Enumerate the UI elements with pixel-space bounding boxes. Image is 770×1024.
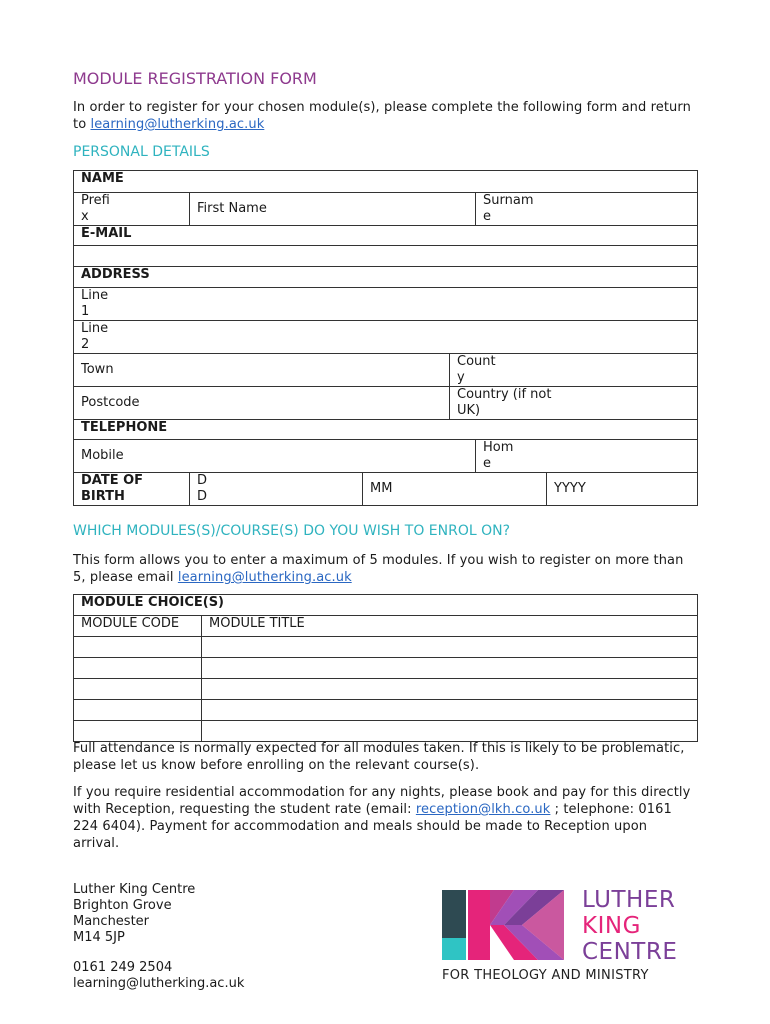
form-title: MODULE REGISTRATION FORM [73,69,317,88]
country-label: Country (if not UK) [457,387,552,418]
home-phone-field[interactable] [476,440,698,473]
modules-info-paragraph [73,552,697,586]
modules-email-link[interactable]: learning@lutherking.ac.uk [177,570,352,585]
lk-logo-mark-icon [442,890,570,962]
reception-email-link[interactable]: reception@lkh.co.uk [415,802,551,817]
dob-year-field[interactable] [547,473,698,506]
surname-label: Surnam e [483,193,534,224]
address-line2-field[interactable] [74,321,698,354]
mm-label: MM [370,481,393,496]
address-line: Manchester [73,914,150,929]
dob-label: DATE OF BIRTH [74,473,190,506]
module-title-cell[interactable] [202,700,698,721]
accommodation-text-pre: If you require residential accommodation for any nights, please book and pay for this directly with Reception, requesting the student rate (email: [73,785,691,817]
luther-king-centre-logo [442,888,702,988]
module-title-cell[interactable] [202,721,698,742]
prefix-field[interactable] [74,193,190,226]
name-label: NAME [74,171,698,193]
yyyy-label: YYYY [554,481,586,496]
town-label: Town [81,362,114,377]
home-label: Hom e [483,440,514,471]
town-field[interactable] [74,354,450,387]
module-code-cell[interactable] [74,700,202,721]
surname-field[interactable] [476,193,698,226]
first-name-field[interactable] [190,193,476,226]
postcode-label: Postcode [81,395,140,410]
intro-email-link[interactable]: learning@lutherking.ac.uk [90,117,265,132]
first-name-label: First Name [197,201,267,216]
module-choices-table [73,594,698,742]
mobile-label: Mobile [81,448,124,463]
address-line: Brighton Grove [73,898,172,913]
module-title-cell[interactable] [202,658,698,679]
logo-tagline: FOR THEOLOGY AND MINISTRY [442,968,649,983]
personal-details-table [73,170,698,506]
logo-word-centre: CENTRE [582,939,678,965]
address-label: ADDRESS [74,267,698,288]
personal-details-heading: PERSONAL DETAILS [73,144,210,160]
module-code-header: MODULE CODE [74,616,202,637]
county-label: Count y [457,354,496,385]
footer-address [73,882,244,992]
module-code-cell[interactable] [74,679,202,700]
email-label: E-MAIL [74,226,698,246]
modules-info-text: This form allows you to enter a maximum of 5 modules. If you wish to register on more than 5, please email [73,553,684,585]
accommodation-note [73,784,697,852]
prefix-label: Prefi x [81,193,110,224]
footer-phone: 0161 249 2504 [73,960,173,975]
dob-month-field[interactable] [363,473,547,506]
address-line1-field[interactable] [74,288,698,321]
line1-label: Line 1 [81,288,109,319]
modules-heading: WHICH MODULES(S)/COURSE(S) DO YOU WISH TO ENROL ON? [73,523,511,539]
line2-label: Line 2 [81,321,109,352]
logo-word-king: KING [582,913,641,939]
module-code-cell[interactable] [74,721,202,742]
intro-paragraph [73,99,697,133]
county-field[interactable] [450,354,698,387]
intro-text: In order to register for your chosen module(s), please complete the following form and return to [73,100,691,132]
module-code-cell[interactable] [74,637,202,658]
module-title-cell[interactable] [202,679,698,700]
country-field[interactable] [450,387,698,420]
attendance-note: Full attendance is normally expected for all modules taken. If this is likely to be problematic, please let us know before enrolling on the relevant course(s). [73,741,685,773]
module-title-header: MODULE TITLE [202,616,698,637]
email-field[interactable] [74,246,698,267]
footer-email: learning@lutherking.ac.uk [73,976,245,991]
dob-day-field[interactable] [190,473,363,506]
module-title-cell[interactable] [202,637,698,658]
logo-word-luther: LUTHER [582,887,676,913]
address-line: M14 5JP [73,930,125,945]
accommodation-text-post: ; telephone: 0161 224 6404). Payment for accommodation and meals should be made to Reception upon arrival. [73,802,672,851]
address-line: Luther King Centre [73,882,196,897]
telephone-label: TELEPHONE [74,420,698,440]
mobile-field[interactable] [74,440,476,473]
postcode-field[interactable] [74,387,450,420]
dd-label: D D [197,473,208,504]
module-code-cell[interactable] [74,658,202,679]
module-choices-title: MODULE CHOICE(S) [74,595,698,616]
